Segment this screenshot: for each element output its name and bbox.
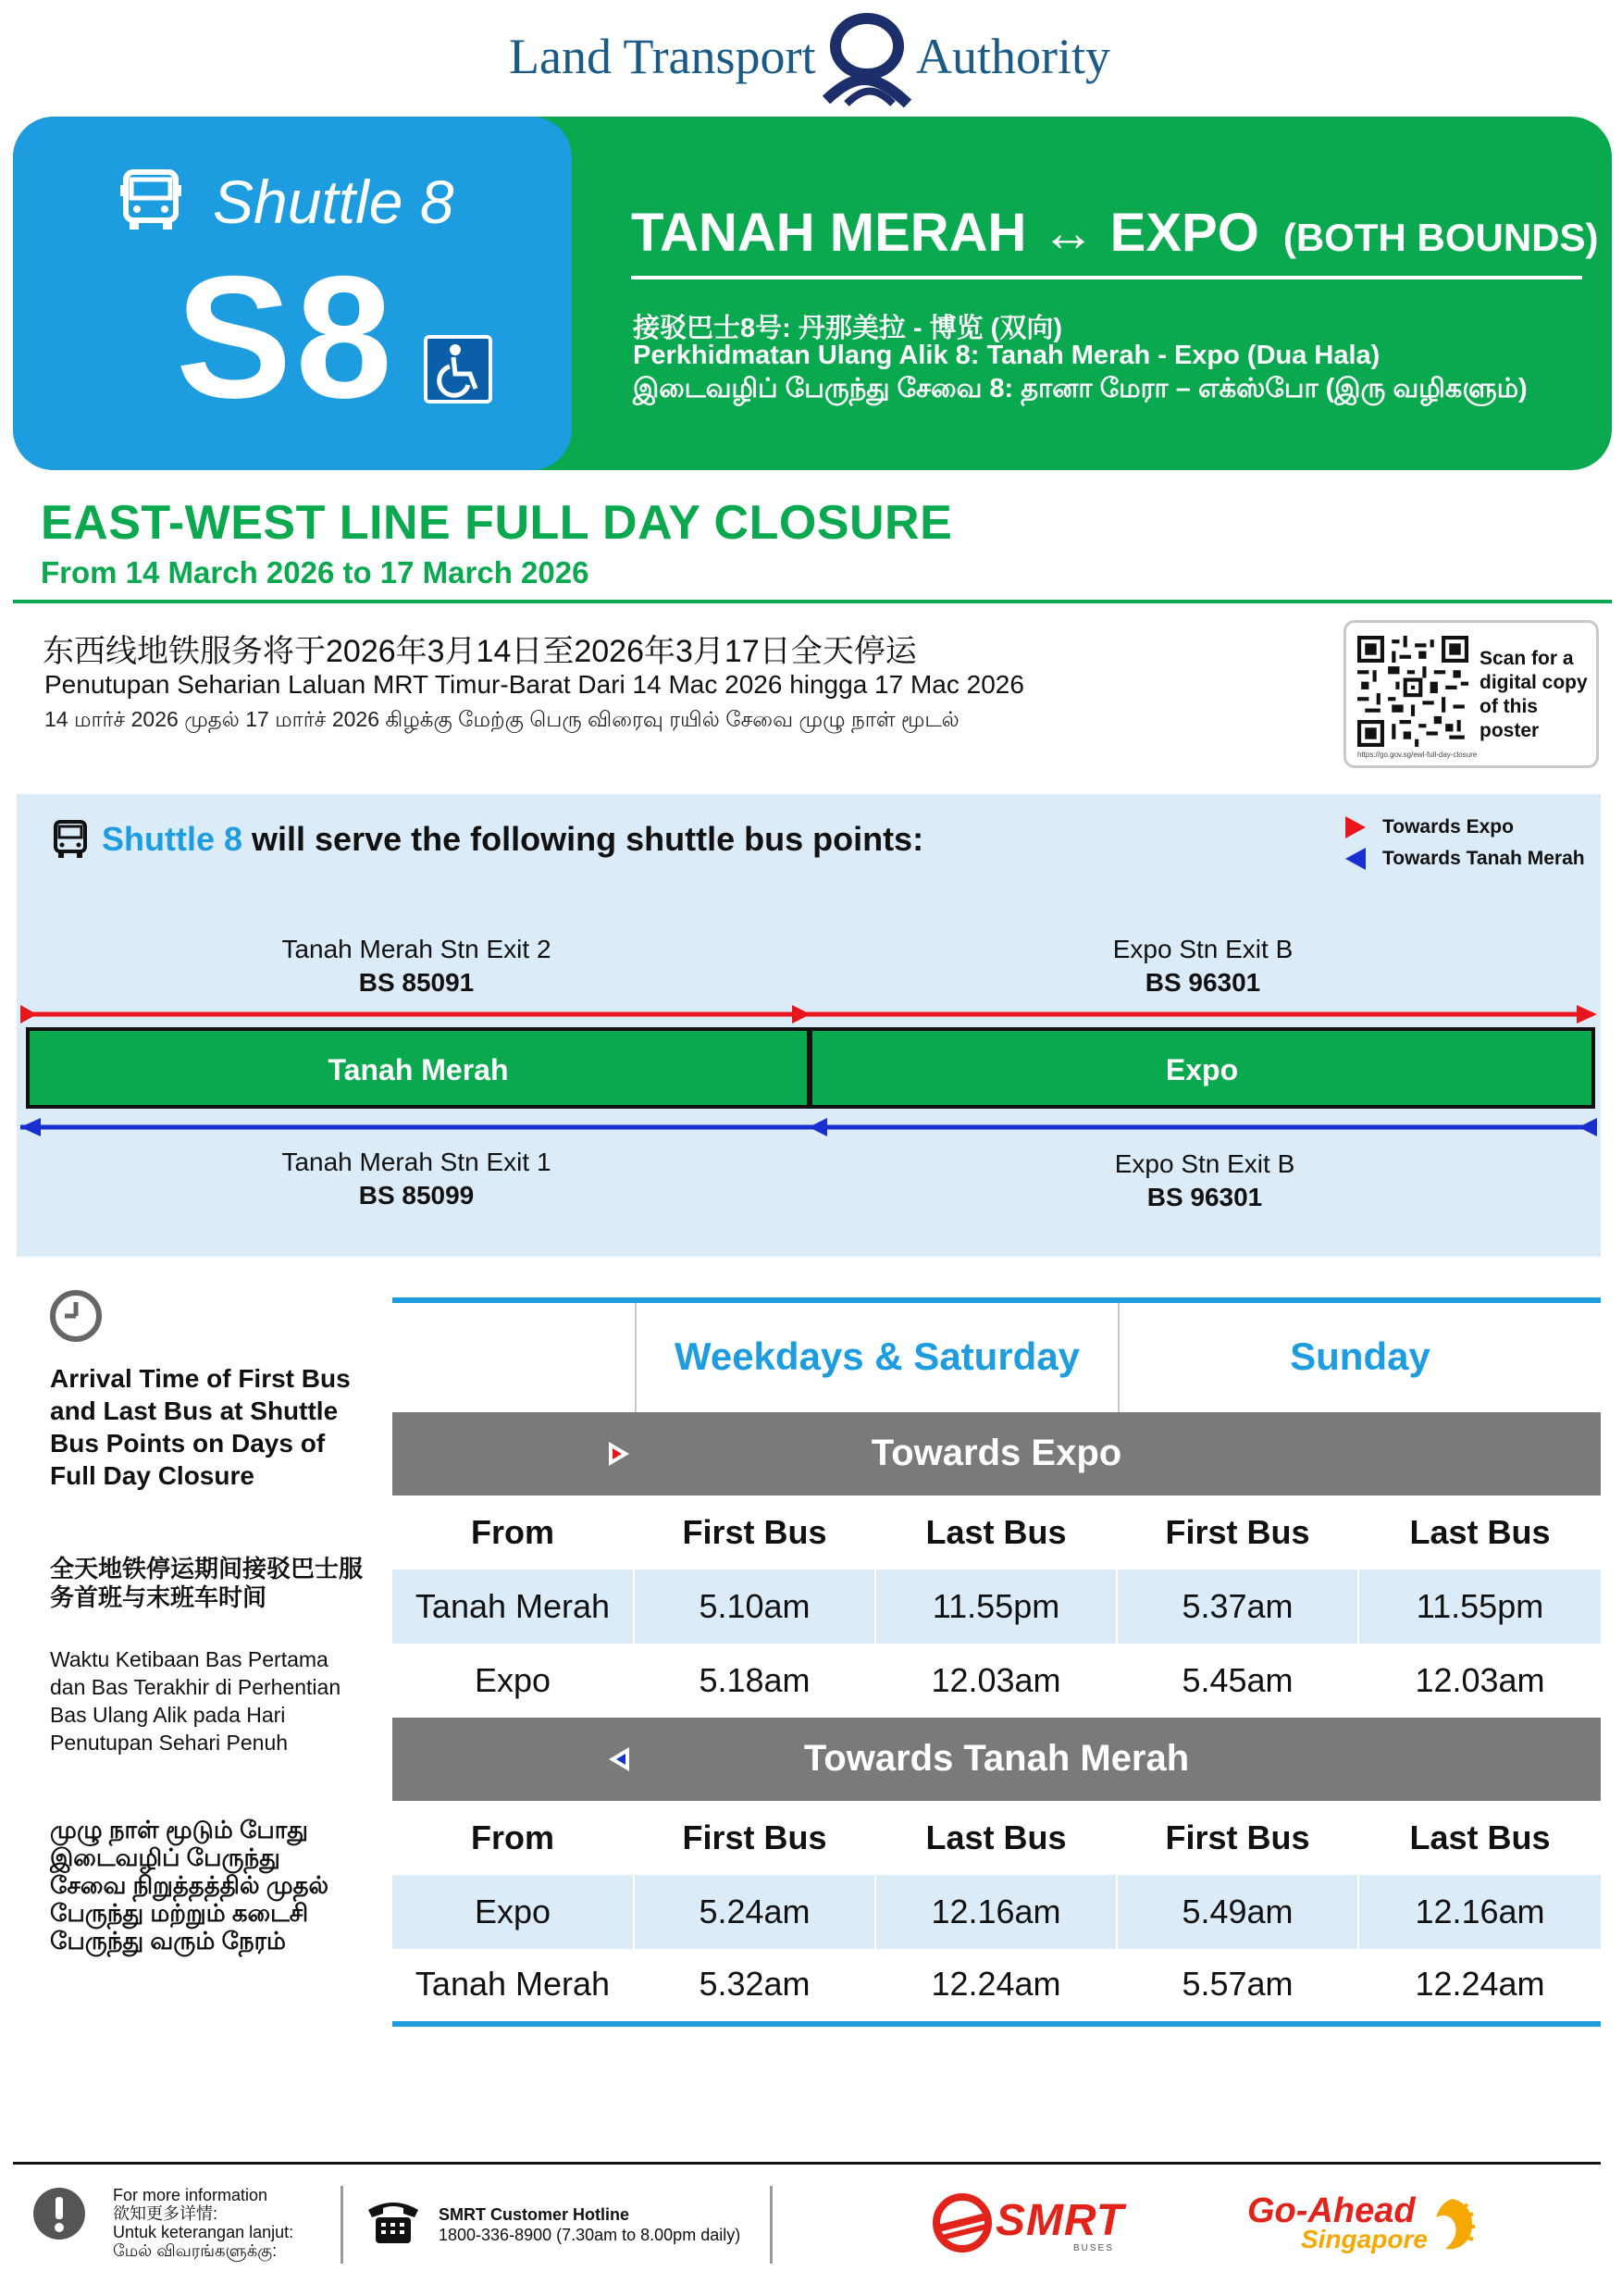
clock-icon	[48, 1288, 104, 1344]
route-zh: 接驳巴士8号: 丹那美拉 - 博览 (双向)	[633, 314, 1062, 343]
column-header: Last Bus	[1409, 1818, 1551, 1856]
route-ms: Perkhidmatan Ulang Alik 8: Tanah Merah - Expo (Dua Hala)	[633, 341, 1381, 370]
right-arrow-icon	[1343, 814, 1368, 840]
footer-divider	[13, 2162, 1601, 2165]
table-cell-from: Tanah Merah	[392, 1570, 635, 1644]
bus-stop-code: BS 96301	[1145, 968, 1261, 997]
bus-stop-tanah-merah-exit-2	[231, 933, 601, 999]
timetable-caption-ms: Waktu Ketibaan Bas Pertama dan Bas Terakhir di Perhentian Bas Ulang Alik pada Hari Penutupan Sehari Penuh	[50, 1647, 341, 1755]
direction-towards-expo	[392, 1412, 1601, 1496]
table-row	[392, 1570, 1601, 1644]
legend-towards-expo-label: Towards Expo	[1382, 816, 1514, 838]
table-cell: 5.45am	[1118, 1644, 1359, 1718]
legend-towards-tanah-merah	[1343, 846, 1585, 872]
route-title-main: TANAH MERAH ↔ EXPO	[631, 203, 1259, 263]
table-cell: 5.18am	[635, 1644, 876, 1718]
table-cell: 5.24am	[635, 1875, 876, 1949]
bus-stop-code: BS 96301	[1146, 1183, 1263, 1211]
qr-caption: Scan for a digital copy of this poster	[1480, 648, 1588, 741]
table-cell: 5.49am	[1118, 1875, 1359, 1949]
table-cell: 5.10am	[635, 1570, 876, 1644]
bus-stop-expo-exit-b-eastbound	[1018, 933, 1388, 999]
table-row	[392, 1947, 1601, 2021]
hotline-title: SMRT Customer Hotline	[439, 2205, 630, 2224]
shuttle-points-heading-text: will serve the following shuttle bus points:	[242, 820, 924, 858]
column-header: First Bus	[1118, 1801, 1359, 1875]
table-cell: 12.24am	[1415, 1965, 1545, 2003]
table-cell: 12.24am	[876, 1947, 1118, 2021]
bus-stop-name: Tanah Merah Stn Exit 2	[281, 935, 551, 963]
table-cell-from: Expo	[392, 1644, 635, 1718]
towards-tanah-merah-arrowhead	[20, 1118, 41, 1136]
bus-stop-name: Expo Stn Exit B	[1112, 935, 1294, 963]
closure-title: EAST-WEST LINE FULL DAY CLOSURE	[41, 496, 953, 550]
table-cell-from: Expo	[392, 1875, 635, 1949]
table-cell: 12.16am	[876, 1875, 1118, 1949]
route-segment-label: Tanah Merah	[328, 1053, 509, 1086]
column-header: First Bus	[1118, 1496, 1359, 1570]
legend-towards-tanah-merah-label: Towards Tanah Merah	[1382, 848, 1585, 869]
table-cell: 11.55pm	[1416, 1587, 1544, 1625]
info-alert-icon	[31, 2186, 87, 2241]
smrt-wordmark: SMRT	[996, 2196, 1125, 2245]
table-header-row	[392, 1496, 1601, 1570]
table-cell: 12.16am	[1415, 1893, 1545, 1930]
closure-ta: 14 மார்ச் 2026 முதல் 17 மார்ச் 2026 கிழக்கு மேற்கு பெரு விரைவு ரயில் சேவை முழு நாள் மூடல்	[44, 707, 960, 731]
route-code: S8	[176, 240, 396, 434]
table-cell: 5.57am	[1118, 1947, 1359, 2021]
bus-stop-expo-exit-b-westbound	[1020, 1148, 1390, 1214]
closure-dates: From 14 March 2026 to 17 March 2026	[41, 555, 589, 590]
route-segment-tanah-merah	[26, 1027, 811, 1109]
timetable	[392, 1297, 1601, 2027]
shuttle-points-heading	[102, 820, 923, 859]
closure-zh: 东西线地铁服务将于2026年3月14日至2026年3月17日全天停运	[43, 634, 917, 669]
column-header: Last Bus	[1409, 1513, 1551, 1551]
bus-stop-code: BS 85099	[358, 1181, 475, 1210]
towards-tanah-merah-arrowhead	[809, 1118, 827, 1136]
route-title-suffix: (BOTH BOUNDS)	[1282, 216, 1599, 259]
section-divider	[13, 600, 1612, 603]
hotline-detail[interactable]: 1800-336-8900 (7.30am to 8.00pm daily)	[439, 2226, 741, 2244]
column-header: From	[392, 1801, 635, 1875]
table-cell: 5.37am	[1118, 1570, 1359, 1644]
timetable-caption-en: Arrival Time of First Bus and Last Bus at Shuttle Bus Points on Days of Full Day Closure	[50, 1364, 351, 1490]
route-ta: இடைவழிப் பேருந்து சேவை 8: தானா மேரா – எக்ஸ்போ (இரு வழிகளும்)	[633, 374, 1528, 403]
more-info-line: Untuk keterangan lanjut:	[113, 2223, 294, 2241]
customer-hotline	[439, 2204, 740, 2245]
lta-emblem-icon	[819, 7, 921, 109]
closure-ms: Penutupan Seharian Laluan MRT Timur-Barat Dari 14 Mac 2026 hingga 17 Mac 2026	[44, 670, 1024, 699]
towards-expo-arrowhead	[1577, 1005, 1597, 1024]
service-name: Shuttle 8	[213, 168, 454, 236]
bus-stop-tanah-merah-exit-1	[231, 1146, 601, 1212]
more-info-line: 欲知更多详情:	[113, 2204, 218, 2223]
route-title	[631, 202, 1598, 264]
timetable-caption-zh: 全天地铁停运期间接驳巴士服务首班与末班车时间	[50, 1555, 364, 1611]
smrt-sub: BUSES	[1073, 2243, 1114, 2253]
table-cell: 11.55pm	[876, 1570, 1118, 1644]
bus-stop-code: BS 85091	[358, 968, 475, 997]
column-header: Last Bus	[876, 1801, 1118, 1875]
table-cell-from: Tanah Merah	[392, 1947, 635, 2021]
towards-expo-arrowhead	[20, 1005, 37, 1024]
table-row	[392, 1875, 1601, 1949]
route-divider	[631, 276, 1582, 279]
timetable-caption-ta: முழு நாள் மூடும் போது இடைவழிப் பேருந்து சேவை நிறுத்தத்தில் முதல் பேருந்து மற்றும் கடைசி பேருந்து வரும் நேரம்	[50, 1816, 329, 1955]
more-info-line: மேல் விவரங்களுக்கு:	[113, 2241, 278, 2260]
lta-logo-word-2: Authority	[916, 29, 1110, 84]
towards-tanah-merah-arrowhead	[1579, 1118, 1597, 1136]
wheelchair-accessible-icon	[424, 335, 492, 403]
bus-stop-name: Tanah Merah Stn Exit 1	[281, 1148, 551, 1176]
bus-stop-name: Expo Stn Exit B	[1114, 1149, 1295, 1178]
direction-label: Towards Tanah Merah	[803, 1738, 1190, 1779]
go-ahead-sub: Singapore	[1301, 2225, 1428, 2253]
towards-expo-arrowhead	[792, 1005, 811, 1024]
qr-code[interactable]	[1357, 636, 1468, 747]
qr-panel[interactable]	[1343, 620, 1599, 768]
bus-icon	[52, 820, 89, 861]
column-header: From	[392, 1496, 635, 1570]
table-row	[392, 1644, 1601, 1718]
column-header: First Bus	[635, 1801, 876, 1875]
column-header: Last Bus	[876, 1496, 1118, 1570]
shuttle-points-heading-service: Shuttle 8	[102, 820, 243, 858]
column-header: First Bus	[635, 1496, 876, 1570]
legend-towards-expo	[1343, 814, 1514, 840]
timetable-top-rule	[392, 1297, 1601, 1303]
route-segment-label: Expo	[1165, 1053, 1239, 1086]
footer-separator	[340, 2186, 343, 2264]
more-info-text	[113, 2186, 293, 2260]
bus-icon	[118, 168, 183, 233]
direction-label: Towards Expo	[871, 1433, 1122, 1473]
direction-towards-tanah-merah	[392, 1718, 1601, 1801]
table-cell: 12.03am	[1415, 1661, 1545, 1699]
footer-separator	[770, 2186, 773, 2264]
table-cell: 5.32am	[635, 1947, 876, 2021]
table-header-row	[392, 1801, 1601, 1875]
timetable-bottom-rule	[392, 2021, 1601, 2027]
smrt-buses-logo	[925, 2191, 1147, 2261]
period-weekdays-saturday: Weekdays & Saturday	[674, 1334, 1081, 1378]
qr-url[interactable]: https://go.gov.sg/ewl-full-day-closure	[1357, 751, 1478, 759]
phone-icon	[365, 2195, 422, 2247]
more-info-line: For more information	[113, 2186, 268, 2204]
lta-logo-word-1: Land Transport	[509, 29, 816, 84]
lta-logo	[500, 7, 1129, 109]
route-segment-expo	[809, 1027, 1595, 1109]
period-sunday: Sunday	[1290, 1334, 1430, 1378]
table-cell: 12.03am	[876, 1644, 1118, 1718]
left-arrow-icon	[1343, 846, 1368, 872]
lion-head-icon	[1427, 2195, 1479, 2254]
go-ahead-wordmark: Go-Ahead	[1247, 2191, 1416, 2230]
